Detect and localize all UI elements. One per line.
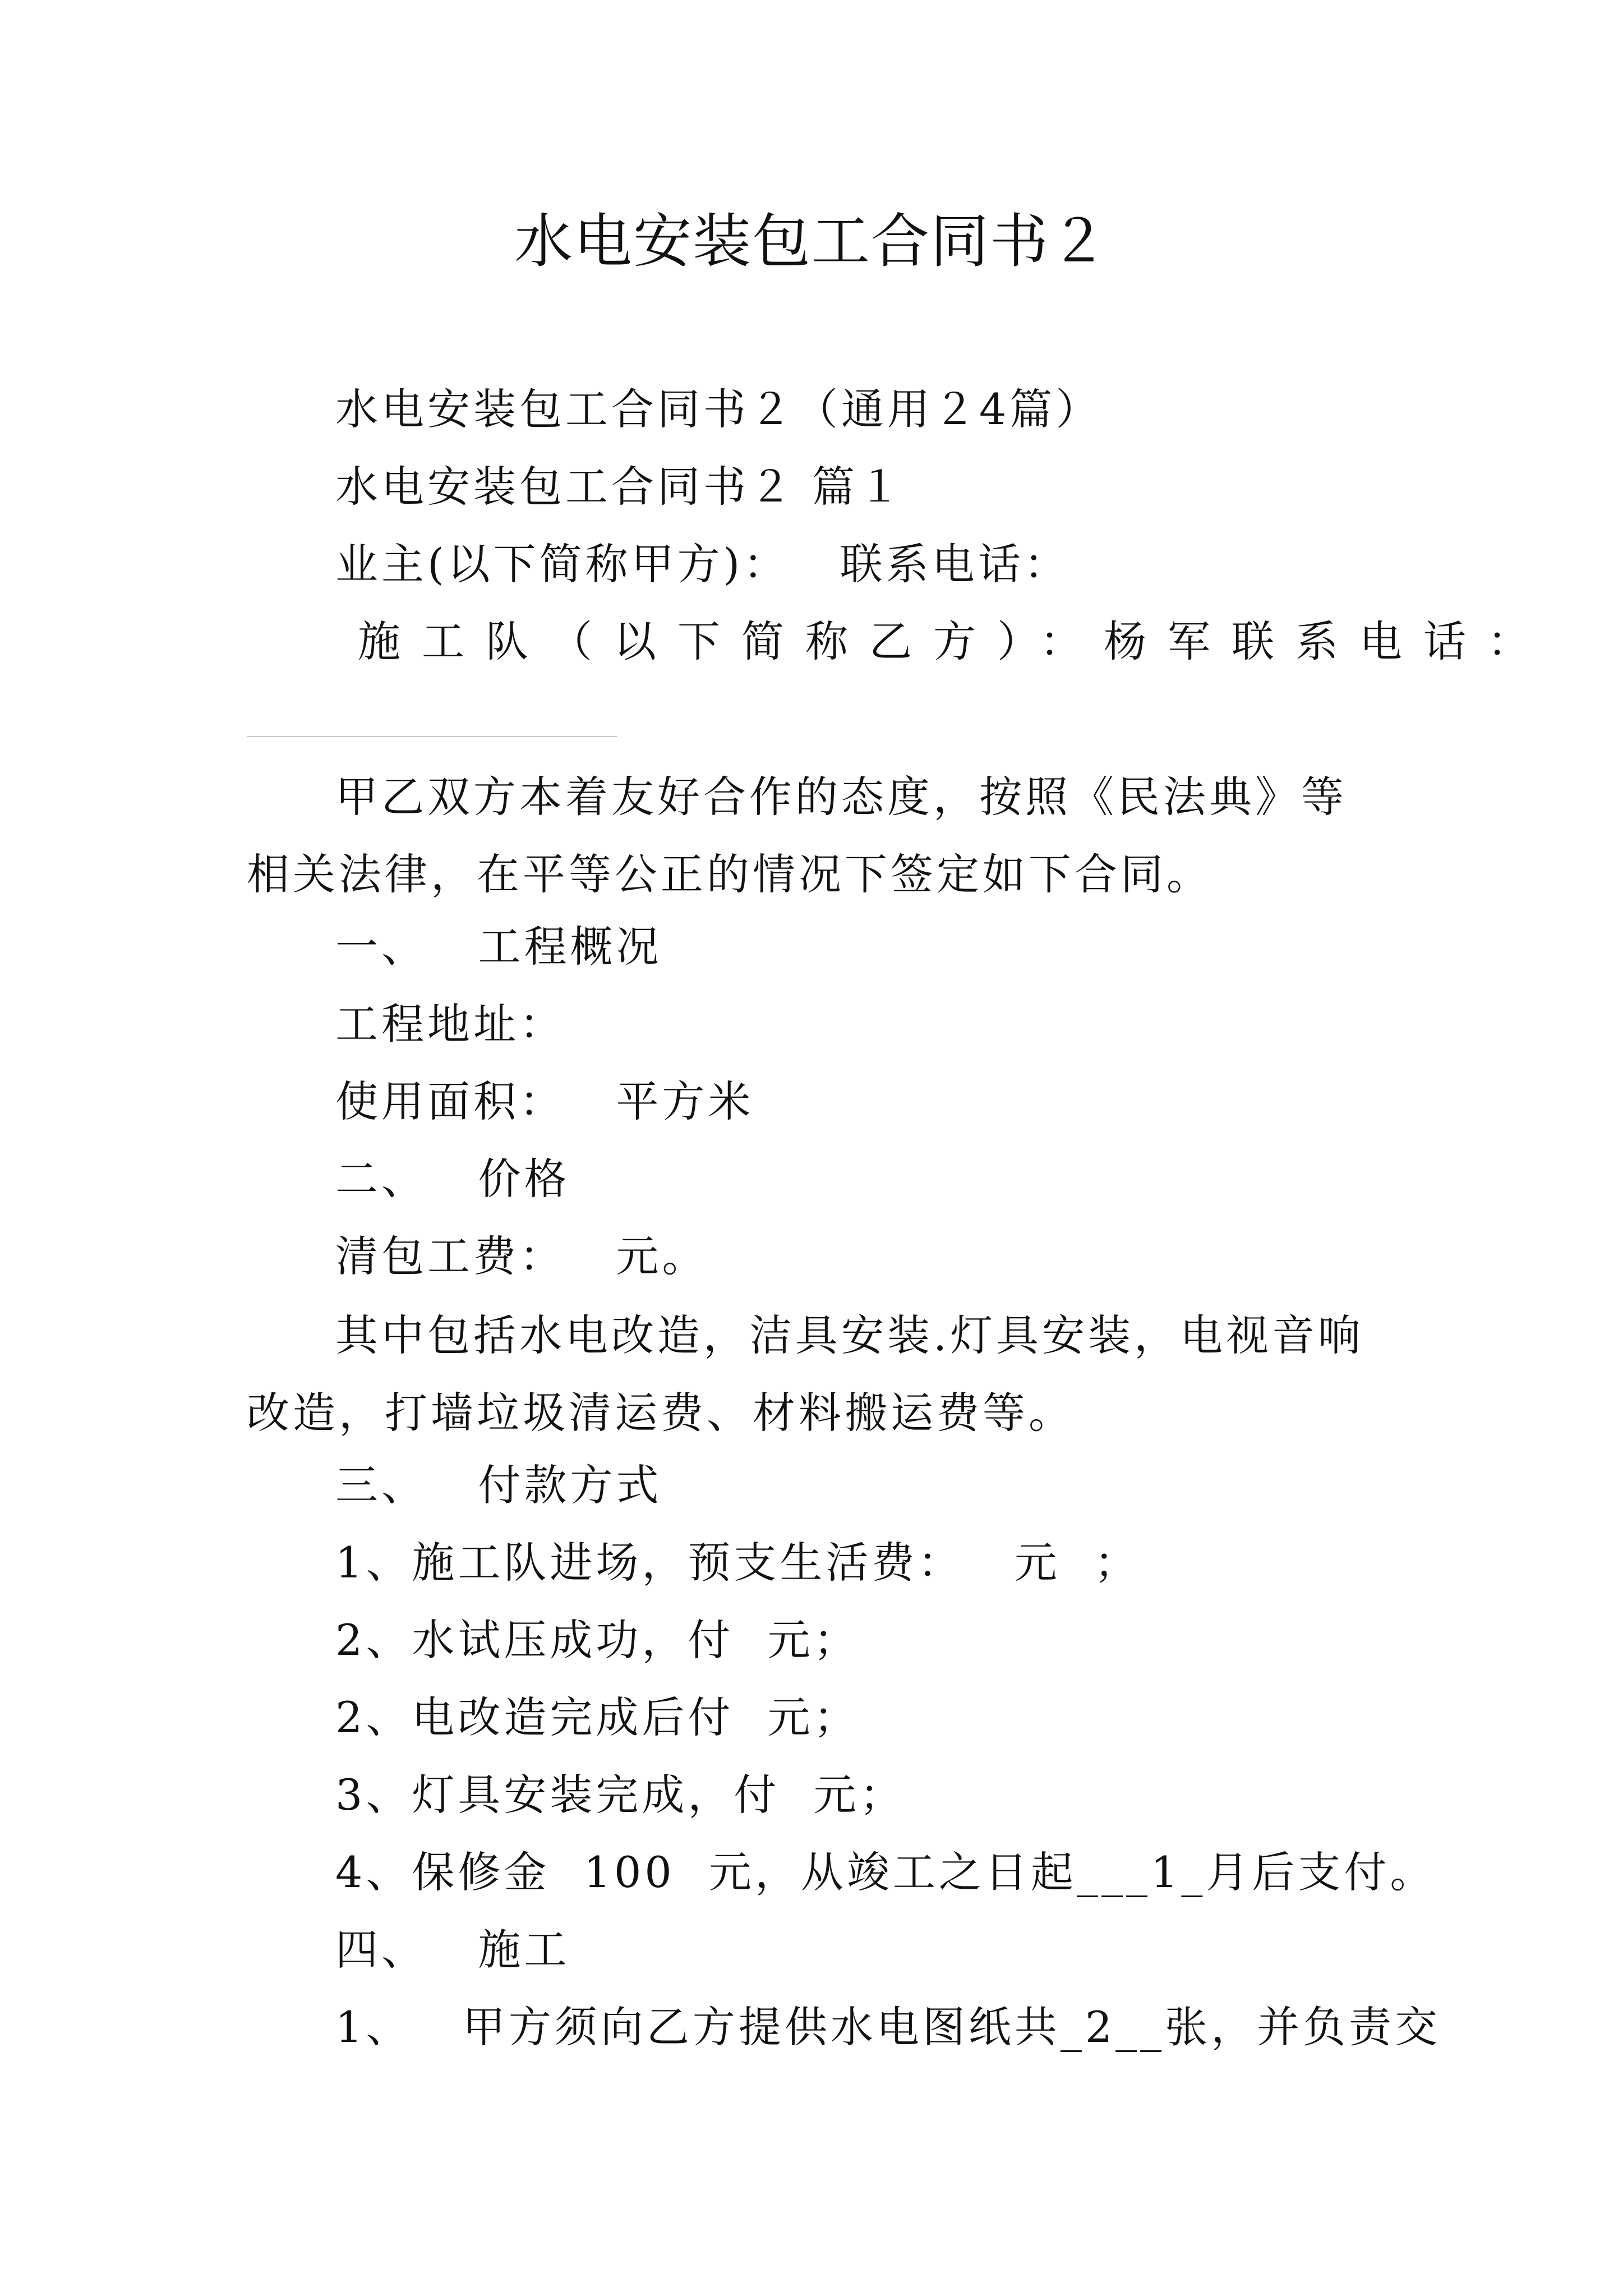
- labor-fee-line: 清包工费： 元。: [335, 1231, 708, 1281]
- construction-item-1: 1、 甲方须向乙方提供水电图纸共_2__张，并负责交: [335, 2002, 1441, 2052]
- project-address-line: 工程地址：: [335, 999, 565, 1049]
- subtitle-line: 水电安装包工合同书２（通用２4篇）: [335, 384, 1102, 434]
- scope-paragraph: 其中包括水电改造，洁具安装.灯具安装，电视音响改造，打墙垃圾清运费、材料搬运费等。: [247, 1310, 1364, 1438]
- contractor-line: 施工队（以下简称乙方）：杨军联系电话：: [358, 616, 1551, 666]
- document-title: 水电安装包工合同书２: [514, 207, 1109, 275]
- clause-1-heading: 一、 工程概况: [335, 922, 662, 972]
- section-heading-part1: 水电安装包工合同书２ 篇１: [335, 462, 905, 512]
- payment-item-4: 3、灯具安装完成，付 元；: [335, 1770, 906, 1820]
- clause-3-heading: 三、 付款方式: [335, 1460, 662, 1510]
- divider: [247, 736, 617, 737]
- payment-item-1: 1、施工队进场，预支生活费： 元 ；: [335, 1538, 1141, 1588]
- payment-item-5: 4、保修金 100 元，从竣工之日起___1_月后支付。: [335, 1847, 1436, 1897]
- usage-area-line: 使用面积： 平方米: [335, 1076, 754, 1126]
- owner-line: 业主(以下简称甲方)： 联系电话：: [335, 539, 1070, 589]
- intro-paragraph: 甲乙双方本着友好合作的态度，按照《民法典》等相关法律，在平等公正的情况下签定如下合同。: [247, 772, 1347, 899]
- payment-item-3: 2、电改造完成后付 元；: [335, 1692, 860, 1742]
- clause-4-heading: 四、 施工: [335, 1925, 570, 1975]
- payment-item-2: 2、水试压成功，付 元；: [335, 1615, 860, 1665]
- clause-2-heading: 二、 价格: [335, 1154, 570, 1204]
